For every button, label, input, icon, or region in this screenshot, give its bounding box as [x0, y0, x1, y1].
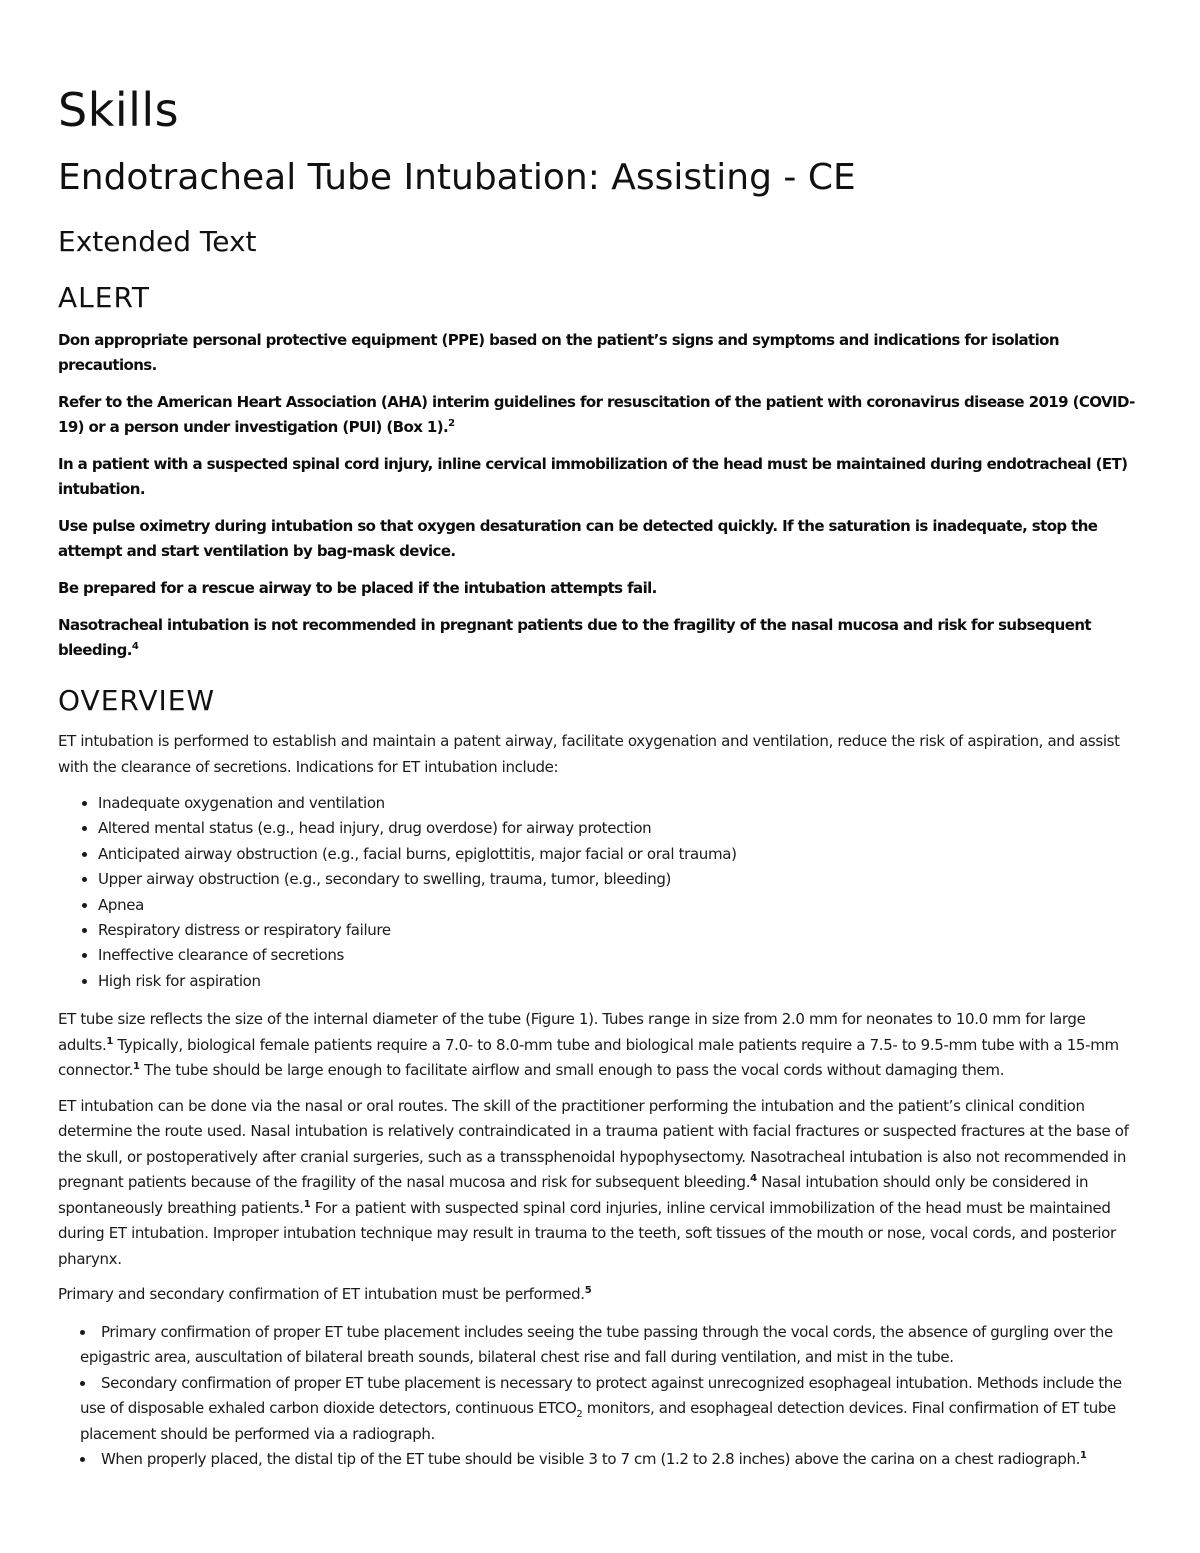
list-item: • Altered mental status (e.g., head injury, drug overdose) for airway protection — [98, 816, 1142, 841]
alert-item: Refer to the American Heart Association (AHA) interim guidelines for resuscitation of the patient with coronavirus disease 2019 (COVID-19) or a person under investigation (PUI) (Box 1).$^2$ — [58, 393, 1135, 436]
tube-size-paragraph: ET tube size reflects the size of the internal diameter of the tube (Figure 1). Tubes range in size from 2.0 mm for neonates to 10.0 mm for large adults.$^1$ Typically, biological female patients require a 7.0- to 8.0-mm tube and biological male patients require a 7.5- to 9.5-mm tube with a 15-mm connector.$^1$ The tube should be large enough to facilitate airflow and small enough to pass the vocal cords without damaging them. — [58, 1010, 1119, 1080]
alert-item: Use pulse oximetry during intubation so that oxygen desaturation can be detected quickly. If the saturation is inadequate, stop the attempt and start ventilation by bag-mask device. — [58, 517, 1098, 560]
routes-paragraph: ET intubation can be done via the nasal or oral routes. The skill of the practitioner performing the intubation and the patient’s clinical condition determine the route used. Nasal intubation is relatively contraindicated in a trauma patient with facial fractures or suspected fractures at the base of the skull, or postoperatively after cranial surgeries, such as a transsphenoidal hypophysectomy. Nasotracheal intubation is also not recommended in pregnant patients because of the fragility of the nasal mucosa and risk for subsequent bleeding.$^4$ Nasal intubation should only be considered in spontaneously breathing patients.$^1$ For a patient with suspected spinal cord injuries, inline cervical immobilization of the head must be maintained during ET intubation. Improper intubation technique may result in trauma to the teeth, soft tissues of the mouth or nose, vocal cords, and posterior pharynx. — [58, 1096, 1129, 1268]
reference-marker[interactable]: 1 — [303, 1198, 311, 1210]
reference-marker[interactable]: 1 — [1080, 1450, 1087, 1462]
list-item: • Respiratory distress or respiratory failure — [98, 918, 1142, 943]
reference-marker[interactable]: 2 — [448, 418, 455, 429]
list-item: • Primary confirmation of proper ET tube placement includes seeing the tube passing through the vocal cords, the absence of gurgling over the epigastric area, auscultation of bilateral breath sounds, bilateral chest rise and fall during ventilation, and mist in the tube. — [80, 1320, 1142, 1371]
alert-heading: ALERT — [58, 281, 150, 314]
list-item: • When properly placed, the distal tip of the ET tube should be visible 3 to 7 cm (1.2 to 2.8 inches) above the carina on a chest radiograph.$^1$ — [80, 1447, 1142, 1473]
alert-item: Nasotracheal intubation is not recommended in pregnant patients due to the fragility of the nasal mucosa and risk for subsequent bleeding.$^4$ — [58, 616, 1091, 659]
reference-marker[interactable]: 4 — [750, 1173, 757, 1185]
reference-marker[interactable]: 1 — [133, 1061, 140, 1073]
category-heading: Skills — [58, 83, 180, 137]
page-title: Endotracheal Tube Intubation: Assisting - CE — [58, 157, 856, 198]
reference-marker[interactable]: 5 — [584, 1285, 592, 1297]
overview-heading: OVERVIEW — [58, 684, 216, 717]
reference-marker[interactable]: 4 — [131, 641, 139, 652]
alert-item: Don appropriate personal protective equipment (PPE) based on the patient’s signs and symptoms and indications for isolation precautions. — [58, 331, 1059, 374]
list-item: • Secondary confirmation of proper ET tube placement is necessary to protect against unrecognized esophageal intubation. Methods include the use of disposable exhaled carbon dioxide detectors, continuous $ETCO_2$ monitors, and esophageal detection devices. Final confirmation of ET tube placement should be performed via a radiograph. — [80, 1371, 1142, 1448]
list-item: • Ineffective clearance of secretions — [98, 943, 1142, 968]
overview-section — [58, 683, 1142, 1473]
list-item: • High risk for aspiration — [98, 969, 1142, 994]
list-item: • Upper airway obstruction (e.g., secondary to swelling, trauma, tumor, bleeding) — [98, 867, 1142, 892]
list-item: • Apnea — [98, 893, 1142, 918]
confirmation-list — [58, 1320, 1142, 1473]
alert-item: In a patient with a suspected spinal cord injury, inline cervical immobilization of the head must be maintained during endotracheal (ET) intubation. — [58, 455, 1128, 498]
indications-list — [58, 791, 1142, 994]
section-label: Extended Text — [58, 225, 257, 258]
reference-marker[interactable]: 1 — [106, 1035, 114, 1047]
overview-intro: ET intubation is performed to establish and maintain a patent airway, facilitate oxygenation and ventilation, reduce the risk of aspiration, and assist with the clearance of secretions. Indications for ET intubation include: — [58, 732, 1120, 776]
list-item: • Anticipated airway obstruction (e.g., facial burns, epiglottitis, major facial or oral trauma) — [98, 842, 1142, 867]
alert-item: Be prepared for a rescue airway to be placed if the intubation attempts fail. — [58, 579, 657, 597]
alert-list — [58, 328, 1142, 663]
confirmation-intro: Primary and secondary confirmation of ET intubation must be performed.$^5$ — [58, 1285, 592, 1304]
list-item: • Inadequate oxygenation and ventilation — [98, 791, 1142, 816]
alert-section — [58, 280, 1142, 663]
